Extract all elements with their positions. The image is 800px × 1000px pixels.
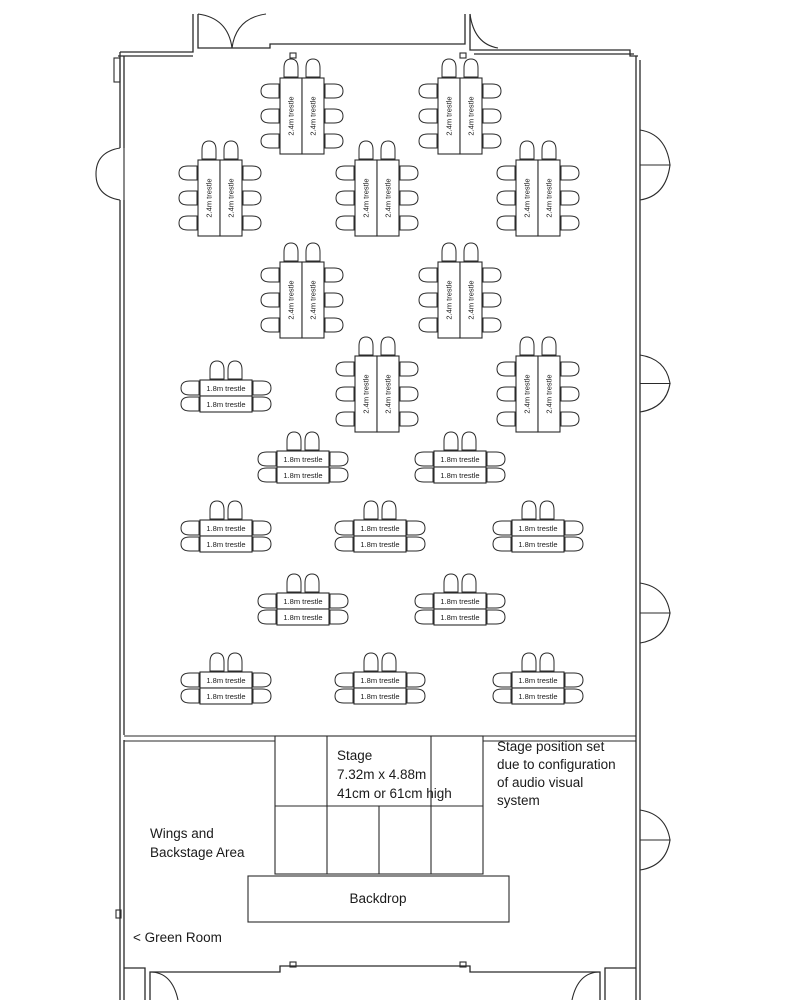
chair bbox=[483, 134, 501, 148]
chair bbox=[483, 318, 501, 332]
chair bbox=[253, 673, 271, 687]
chair bbox=[419, 268, 437, 282]
short-trestle-label: 1.8m trestle bbox=[440, 597, 480, 606]
chair bbox=[181, 381, 199, 395]
chair bbox=[400, 387, 418, 401]
chair bbox=[464, 243, 478, 261]
door bbox=[96, 148, 124, 200]
chair bbox=[520, 337, 534, 355]
long-trestle-label: 2.4m trestle bbox=[308, 280, 318, 320]
chair bbox=[253, 397, 271, 411]
chair bbox=[179, 166, 197, 180]
short-trestle-label: 1.8m trestle bbox=[360, 540, 400, 549]
chair bbox=[284, 59, 298, 77]
chair bbox=[419, 84, 437, 98]
short-trestle-label: 1.8m trestle bbox=[206, 676, 246, 685]
chair bbox=[325, 293, 343, 307]
chair bbox=[497, 191, 515, 205]
short-trestle-label: 1.8m trestle bbox=[206, 400, 246, 409]
short-table-cluster bbox=[434, 451, 486, 483]
chair bbox=[261, 293, 279, 307]
chair bbox=[287, 574, 301, 592]
chair bbox=[419, 318, 437, 332]
chair bbox=[330, 594, 348, 608]
table-layout bbox=[179, 59, 583, 704]
short-trestle-label: 1.8m trestle bbox=[518, 692, 558, 701]
chair bbox=[561, 191, 579, 205]
stage-note-line-4: system bbox=[497, 793, 540, 808]
chair bbox=[444, 574, 458, 592]
chair bbox=[493, 673, 511, 687]
chair bbox=[359, 337, 373, 355]
short-table-cluster bbox=[434, 593, 486, 625]
chair bbox=[306, 243, 320, 261]
door bbox=[572, 972, 600, 1000]
chair bbox=[261, 109, 279, 123]
long-trestle-label: 2.4m trestle bbox=[286, 96, 296, 136]
short-trestle-label: 1.8m trestle bbox=[206, 524, 246, 533]
short-table-cluster bbox=[277, 451, 329, 483]
chair bbox=[561, 412, 579, 426]
chair bbox=[210, 361, 224, 379]
chair bbox=[330, 468, 348, 482]
green-room-label: < Green Room bbox=[133, 930, 222, 945]
door bbox=[640, 583, 670, 643]
short-table-cluster bbox=[200, 672, 252, 704]
chair bbox=[364, 653, 378, 671]
chair bbox=[243, 191, 261, 205]
chair bbox=[258, 468, 276, 482]
chair bbox=[359, 141, 373, 159]
short-trestle-label: 1.8m trestle bbox=[440, 471, 480, 480]
chair bbox=[253, 537, 271, 551]
chair bbox=[224, 141, 238, 159]
stage-note-line-1: Stage position set bbox=[497, 739, 605, 754]
chair bbox=[442, 243, 456, 261]
long-trestle-label: 2.4m trestle bbox=[383, 374, 393, 414]
long-trestle-label: 2.4m trestle bbox=[226, 178, 236, 218]
chair bbox=[179, 191, 197, 205]
long-table-cluster bbox=[355, 356, 399, 432]
chair bbox=[181, 673, 199, 687]
chair bbox=[325, 268, 343, 282]
stage-note-line-3: of audio visual bbox=[497, 775, 584, 790]
chair bbox=[181, 689, 199, 703]
short-trestle-label: 1.8m trestle bbox=[283, 455, 323, 464]
chair bbox=[325, 84, 343, 98]
chair bbox=[400, 362, 418, 376]
wings-label-line-1: Wings and bbox=[150, 826, 214, 841]
chair bbox=[210, 501, 224, 519]
chair bbox=[497, 387, 515, 401]
chair bbox=[330, 610, 348, 624]
long-trestle-label: 2.4m trestle bbox=[466, 280, 476, 320]
chair bbox=[561, 387, 579, 401]
chair bbox=[444, 432, 458, 450]
chair bbox=[261, 268, 279, 282]
chair bbox=[487, 594, 505, 608]
chair bbox=[400, 216, 418, 230]
stage bbox=[275, 736, 483, 874]
stage-size: 7.32m x 4.88m bbox=[337, 767, 427, 782]
chair bbox=[565, 521, 583, 535]
chair bbox=[228, 361, 242, 379]
door bbox=[198, 14, 266, 48]
chair bbox=[381, 337, 395, 355]
chair bbox=[202, 141, 216, 159]
chair bbox=[407, 521, 425, 535]
chair bbox=[497, 362, 515, 376]
chair bbox=[415, 610, 433, 624]
chair bbox=[400, 166, 418, 180]
chair bbox=[253, 521, 271, 535]
backdrop-label: Backdrop bbox=[349, 891, 407, 906]
short-trestle-label: 1.8m trestle bbox=[206, 540, 246, 549]
chair bbox=[335, 673, 353, 687]
chair bbox=[336, 362, 354, 376]
short-table-cluster bbox=[277, 593, 329, 625]
long-trestle-label: 2.4m trestle bbox=[522, 374, 532, 414]
chair bbox=[179, 216, 197, 230]
chair bbox=[487, 452, 505, 466]
chair bbox=[335, 537, 353, 551]
short-trestle-label: 1.8m trestle bbox=[518, 524, 558, 533]
long-trestle-label: 2.4m trestle bbox=[204, 178, 214, 218]
long-table-cluster bbox=[280, 262, 324, 338]
short-table-cluster bbox=[354, 672, 406, 704]
chair bbox=[400, 412, 418, 426]
long-trestle-label: 2.4m trestle bbox=[383, 178, 393, 218]
chair bbox=[181, 537, 199, 551]
chair bbox=[464, 59, 478, 77]
long-trestle-label: 2.4m trestle bbox=[522, 178, 532, 218]
chair bbox=[542, 141, 556, 159]
chair bbox=[565, 689, 583, 703]
chair bbox=[284, 243, 298, 261]
door bbox=[150, 972, 178, 1000]
chair bbox=[305, 432, 319, 450]
chair bbox=[542, 337, 556, 355]
chair bbox=[462, 432, 476, 450]
chair bbox=[210, 653, 224, 671]
chair bbox=[419, 134, 437, 148]
chair bbox=[561, 216, 579, 230]
chair bbox=[336, 191, 354, 205]
chair bbox=[181, 521, 199, 535]
chair bbox=[258, 452, 276, 466]
short-trestle-label: 1.8m trestle bbox=[360, 676, 400, 685]
chair bbox=[415, 468, 433, 482]
chair bbox=[407, 689, 425, 703]
chair bbox=[565, 673, 583, 687]
long-trestle-label: 2.4m trestle bbox=[361, 374, 371, 414]
long-table-cluster bbox=[438, 78, 482, 154]
chair bbox=[419, 109, 437, 123]
long-trestle-label: 2.4m trestle bbox=[544, 374, 554, 414]
chair bbox=[336, 412, 354, 426]
long-table-cluster bbox=[438, 262, 482, 338]
short-trestle-label: 1.8m trestle bbox=[518, 540, 558, 549]
short-trestle-label: 1.8m trestle bbox=[283, 597, 323, 606]
chair bbox=[497, 166, 515, 180]
chair bbox=[336, 216, 354, 230]
door bbox=[640, 810, 670, 870]
door bbox=[470, 14, 498, 48]
chair bbox=[335, 689, 353, 703]
chair bbox=[253, 381, 271, 395]
chair bbox=[442, 59, 456, 77]
long-trestle-label: 2.4m trestle bbox=[308, 96, 318, 136]
long-table-cluster bbox=[280, 78, 324, 154]
chair bbox=[483, 268, 501, 282]
chair bbox=[561, 362, 579, 376]
chair bbox=[287, 432, 301, 450]
long-trestle-label: 2.4m trestle bbox=[286, 280, 296, 320]
chair bbox=[228, 653, 242, 671]
chair bbox=[305, 574, 319, 592]
chair bbox=[325, 318, 343, 332]
long-trestle-label: 2.4m trestle bbox=[544, 178, 554, 218]
chair bbox=[497, 412, 515, 426]
chair bbox=[253, 689, 271, 703]
chair bbox=[487, 468, 505, 482]
long-table-cluster bbox=[355, 160, 399, 236]
short-table-cluster bbox=[200, 380, 252, 412]
chair bbox=[228, 501, 242, 519]
chair bbox=[497, 216, 515, 230]
short-trestle-label: 1.8m trestle bbox=[360, 524, 400, 533]
chair bbox=[415, 594, 433, 608]
chair bbox=[493, 521, 511, 535]
chair bbox=[493, 537, 511, 551]
short-table-cluster bbox=[512, 672, 564, 704]
chair bbox=[258, 594, 276, 608]
long-table-cluster bbox=[516, 356, 560, 432]
chair bbox=[306, 59, 320, 77]
long-table-cluster bbox=[198, 160, 242, 236]
chair bbox=[415, 452, 433, 466]
door bbox=[640, 130, 670, 200]
chair bbox=[561, 166, 579, 180]
chair bbox=[330, 452, 348, 466]
short-trestle-label: 1.8m trestle bbox=[440, 613, 480, 622]
chair bbox=[243, 216, 261, 230]
chair bbox=[487, 610, 505, 624]
chair bbox=[565, 537, 583, 551]
chair bbox=[407, 673, 425, 687]
chair bbox=[382, 501, 396, 519]
short-trestle-label: 1.8m trestle bbox=[518, 676, 558, 685]
chair bbox=[381, 141, 395, 159]
chair bbox=[520, 141, 534, 159]
short-table-cluster bbox=[512, 520, 564, 552]
chair bbox=[261, 134, 279, 148]
chair bbox=[540, 501, 554, 519]
chair bbox=[400, 191, 418, 205]
chair bbox=[483, 84, 501, 98]
stage-title: Stage bbox=[337, 748, 373, 763]
chair bbox=[407, 537, 425, 551]
chair bbox=[522, 653, 536, 671]
chair bbox=[493, 689, 511, 703]
chair bbox=[522, 501, 536, 519]
short-trestle-label: 1.8m trestle bbox=[440, 455, 480, 464]
short-trestle-label: 1.8m trestle bbox=[206, 384, 246, 393]
long-table-cluster bbox=[516, 160, 560, 236]
door bbox=[640, 355, 670, 412]
stage-note-line-2: due to configuration bbox=[497, 757, 616, 772]
short-table-cluster bbox=[200, 520, 252, 552]
chair bbox=[419, 293, 437, 307]
chair bbox=[261, 84, 279, 98]
chair bbox=[462, 574, 476, 592]
chair bbox=[325, 134, 343, 148]
chair bbox=[336, 166, 354, 180]
stage-height: 41cm or 61cm high bbox=[337, 786, 452, 801]
short-trestle-label: 1.8m trestle bbox=[283, 613, 323, 622]
chair bbox=[243, 166, 261, 180]
long-trestle-label: 2.4m trestle bbox=[444, 96, 454, 136]
chair bbox=[261, 318, 279, 332]
long-trestle-label: 2.4m trestle bbox=[444, 280, 454, 320]
chair bbox=[483, 109, 501, 123]
short-trestle-label: 1.8m trestle bbox=[360, 692, 400, 701]
chair bbox=[483, 293, 501, 307]
long-trestle-label: 2.4m trestle bbox=[466, 96, 476, 136]
chair bbox=[364, 501, 378, 519]
chair bbox=[336, 387, 354, 401]
wings-label-line-2: Backstage Area bbox=[150, 845, 245, 860]
short-trestle-label: 1.8m trestle bbox=[283, 471, 323, 480]
short-trestle-label: 1.8m trestle bbox=[206, 692, 246, 701]
chair bbox=[335, 521, 353, 535]
chair bbox=[181, 397, 199, 411]
long-trestle-label: 2.4m trestle bbox=[361, 178, 371, 218]
backdrop bbox=[248, 876, 509, 922]
chair bbox=[325, 109, 343, 123]
short-table-cluster bbox=[354, 520, 406, 552]
chair bbox=[382, 653, 396, 671]
chair bbox=[540, 653, 554, 671]
chair bbox=[258, 610, 276, 624]
